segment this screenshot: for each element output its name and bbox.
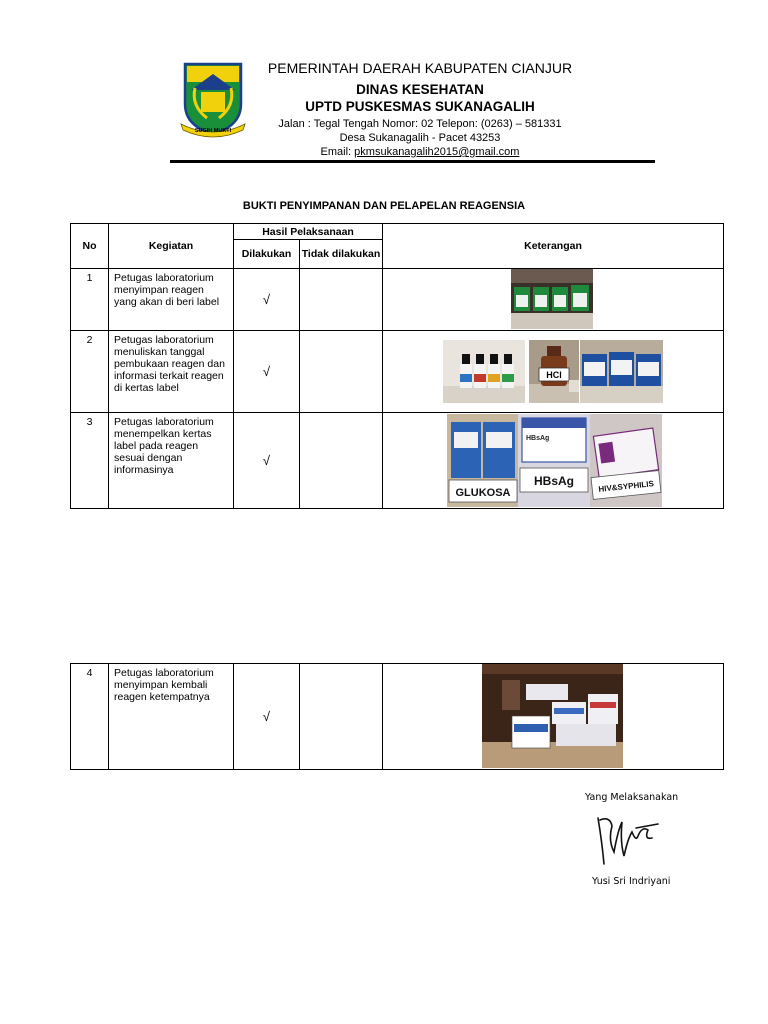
signer-name: Yusi Sri Indriyani xyxy=(592,876,671,887)
table-row xyxy=(71,664,724,770)
reagent-shelf-photo xyxy=(482,664,623,768)
hiv-syphilis-label-photo xyxy=(590,414,662,507)
institution-name: UPTD PUSKESMAS SUKANAGALIH xyxy=(305,99,535,114)
letterhead-divider xyxy=(170,160,655,163)
table-row xyxy=(71,413,724,509)
row-no: 3 xyxy=(71,413,109,509)
svg-text:HBsAg: HBsAg xyxy=(534,474,575,488)
hcl-bottle-photo xyxy=(529,340,579,403)
check-mark: √ xyxy=(234,331,300,413)
header-hasil: Hasil Pelaksanaan xyxy=(234,224,383,240)
table-row xyxy=(71,331,724,413)
row-keterangan xyxy=(383,413,724,509)
row-no: 4 xyxy=(71,664,109,770)
row-tidak xyxy=(300,664,383,770)
row-no: 1 xyxy=(71,269,109,331)
row-tidak xyxy=(300,413,383,509)
signature-role: Yang Melaksanakan xyxy=(585,792,679,803)
department-name: DINAS KESEHATAN xyxy=(356,82,484,97)
regency-logo xyxy=(177,60,249,138)
row-keterangan xyxy=(383,331,724,413)
row-kegiatan: Petugas laboratorium menyimpan kembali reagen ketempatnya xyxy=(109,664,234,770)
row-no: 2 xyxy=(71,331,109,413)
row-tidak xyxy=(300,269,383,331)
header-no: No xyxy=(71,224,109,269)
email-link[interactable]: pkmsukanagalih2015@gmail.com xyxy=(354,146,520,158)
government-name: PEMERINTAH DAERAH KABUPATEN CIANJUR xyxy=(267,60,573,76)
row-keterangan xyxy=(383,269,724,331)
header-kegiatan: Kegiatan xyxy=(109,224,234,269)
row-kegiatan: Petugas laboratorium menempelkan kertas label pada reagen sesuai dengan informasinya xyxy=(109,413,234,509)
dropper-bottles-photo xyxy=(443,340,525,403)
check-mark: √ xyxy=(234,413,300,509)
reagent-storage-photo xyxy=(511,269,593,329)
row-kegiatan: Petugas laboratorium menuliskan tanggal pembukaan reagen dan informasi terkait reagen di kertas label xyxy=(109,331,234,413)
reagent-boxes-photo xyxy=(580,340,663,403)
svg-text:HIV&SYPHILIS: HIV&SYPHILIS xyxy=(598,479,655,494)
table-row xyxy=(71,269,724,331)
header-dilakukan: Dilakukan xyxy=(234,240,300,269)
address-line-1: Jalan : Tegal Tengah Nomor: 02 Telepon: (0263) – 581331 xyxy=(278,118,562,130)
hbsag-label-photo xyxy=(518,414,590,507)
row-tidak xyxy=(300,331,383,413)
svg-text:HBsAg: HBsAg xyxy=(526,435,550,442)
document-title: BUKTI PENYIMPANAN DAN PELAPELAN REAGENSIA xyxy=(242,200,526,212)
header-tidak: Tidak dilakukan xyxy=(300,240,383,269)
check-mark: √ xyxy=(234,664,300,770)
svg-text:GLUKOSA: GLUKOSA xyxy=(455,487,511,499)
row-kegiatan: Petugas laboratorium menyimpan reagen yang akan di beri label xyxy=(109,269,234,331)
row-keterangan xyxy=(383,664,724,770)
signature-image xyxy=(592,812,664,877)
reagent-table-continued xyxy=(70,663,724,770)
address-line-2: Desa Sukanagalih - Pacet 43253 xyxy=(339,132,501,144)
email-line: Email: pkmsukanagalih2015@gmail.com xyxy=(320,146,520,158)
check-mark: √ xyxy=(234,269,300,331)
svg-text:HCl: HCl xyxy=(546,370,562,380)
reagent-table xyxy=(70,223,724,509)
glukosa-label-photo xyxy=(447,414,518,507)
svg-text:SUGIH MUKTI: SUGIH MUKTI xyxy=(194,128,232,134)
letterhead xyxy=(250,60,590,159)
header-keterangan: Keterangan xyxy=(383,224,724,269)
